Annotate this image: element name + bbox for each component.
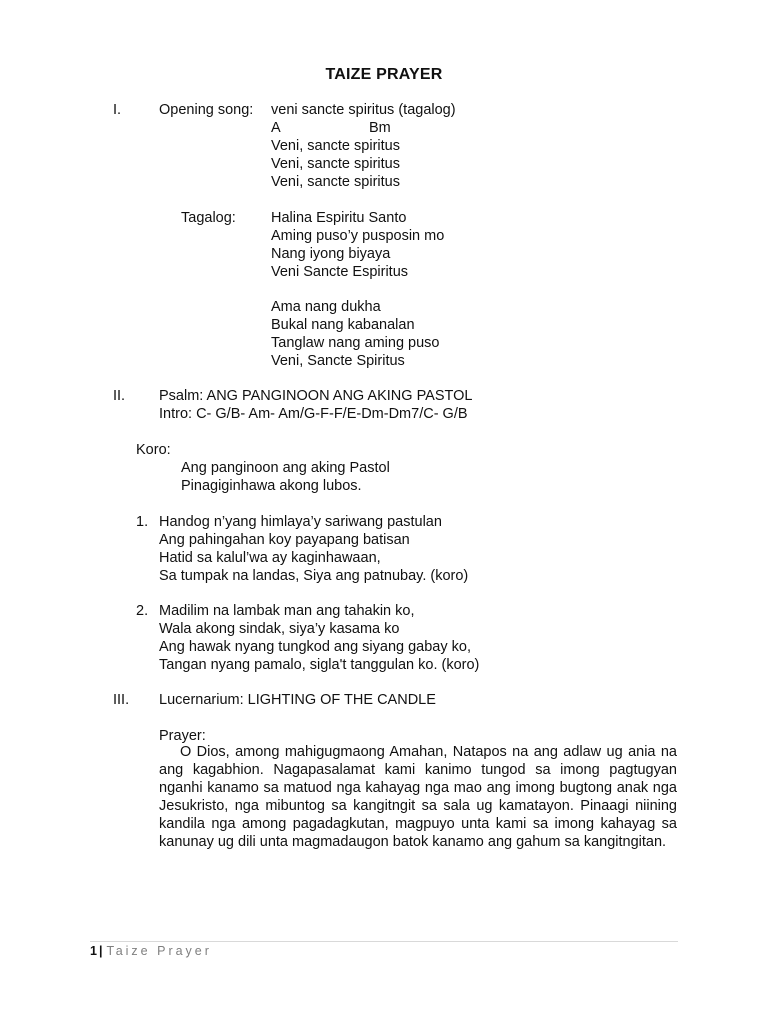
verse-line: Handog n’yang himlaya’y sariwang pastulan	[159, 514, 442, 530]
prayer-label: Prayer:	[159, 728, 206, 744]
verse-line: Ang pahingahan koy payapang batisan	[159, 532, 410, 548]
koro-label: Koro:	[136, 442, 171, 458]
tagalog-line: Veni, Sancte Spiritus	[271, 353, 405, 369]
koro-line: Pinagiginhawa akong lubos.	[181, 478, 362, 494]
latin-line: Veni, sancte spiritus	[271, 174, 400, 190]
verse-line: Sa tumpak na landas, Siya ang patnubay. (koro)	[159, 568, 469, 584]
prayer-text: O Dios, among mahigugmaong Amahan, Natapos na ang adlaw ug ania na ang kagabhion. Nagapasalamat kami kanimo tungod sa imong pagtugyan nganhi kanamo sa matuod nga kahayag nga mao ang imong bugtong anak nga Jesukristo, nga mibuntog sa kangitngit sa sala ug kamatayon. Pinaagi niining kandila nga among pagadagkutan, magpuyo unta kami sa imong kahayag sa kanunay ug dili unta magmadaugon batok kanamo ang gahum sa kangitngitan.	[159, 744, 677, 850]
lucernarium-heading: Lucernarium: LIGHTING OF THE CANDLE	[159, 692, 436, 708]
tagalog-line: Tanglaw nang aming puso	[271, 335, 440, 351]
section-numeral-3: III.	[113, 692, 130, 708]
page-footer	[90, 944, 212, 958]
verse-number: 2.	[136, 603, 149, 619]
prayer-paragraph	[159, 743, 677, 851]
verse-line: Wala akong sindak, siya’y kasama ko	[159, 621, 400, 637]
opening-song-title: veni sancte spiritus (tagalog)	[271, 102, 456, 118]
verse-number: 1.	[136, 514, 149, 530]
footer-title: Taize Prayer	[106, 944, 212, 958]
tagalog-line: Veni Sancte Espiritus	[271, 264, 409, 280]
document-title: TAIZE PRAYER	[325, 66, 443, 83]
opening-song-label: Opening song:	[159, 102, 254, 118]
verse-line: Hatid sa kalul’wa ay kaginhawaan,	[159, 550, 381, 566]
psalm-heading: Psalm: ANG PANGINOON ANG AKING PASTOL	[159, 388, 473, 404]
tagalog-line: Ama nang dukha	[271, 299, 381, 315]
latin-line: Veni, sancte spiritus	[271, 138, 400, 154]
page-number: 1	[90, 944, 97, 958]
verse-line: Tangan nyang pamalo, sigla't tanggulan ko. (koro)	[159, 657, 480, 673]
tagalog-label: Tagalog:	[181, 210, 236, 226]
verse-line: Madilim na lambak man ang tahakin ko,	[159, 603, 415, 619]
tagalog-line: Halina Espiritu Santo	[271, 210, 407, 226]
latin-line: Veni, sancte spiritus	[271, 156, 400, 172]
koro-line: Ang panginoon ang aking Pastol	[181, 460, 390, 476]
psalm-intro: Intro: C- G/B- Am- Am/G-F-F/E-Dm-Dm7/C- G/B	[159, 406, 468, 422]
tagalog-line: Nang iyong biyaya	[271, 246, 391, 262]
footer-separator: |	[98, 944, 103, 958]
chord-bm: Bm	[369, 120, 391, 136]
section-numeral-2: II.	[113, 388, 126, 404]
section-numeral-1: I.	[113, 102, 122, 118]
tagalog-line: Bukal nang kabanalan	[271, 317, 415, 333]
footer-rule	[90, 941, 678, 942]
tagalog-line: Aming puso’y pusposin mo	[271, 228, 445, 244]
verse-line: Ang hawak nyang tungkod ang siyang gabay ko,	[159, 639, 471, 655]
chord-a: A	[271, 120, 281, 136]
